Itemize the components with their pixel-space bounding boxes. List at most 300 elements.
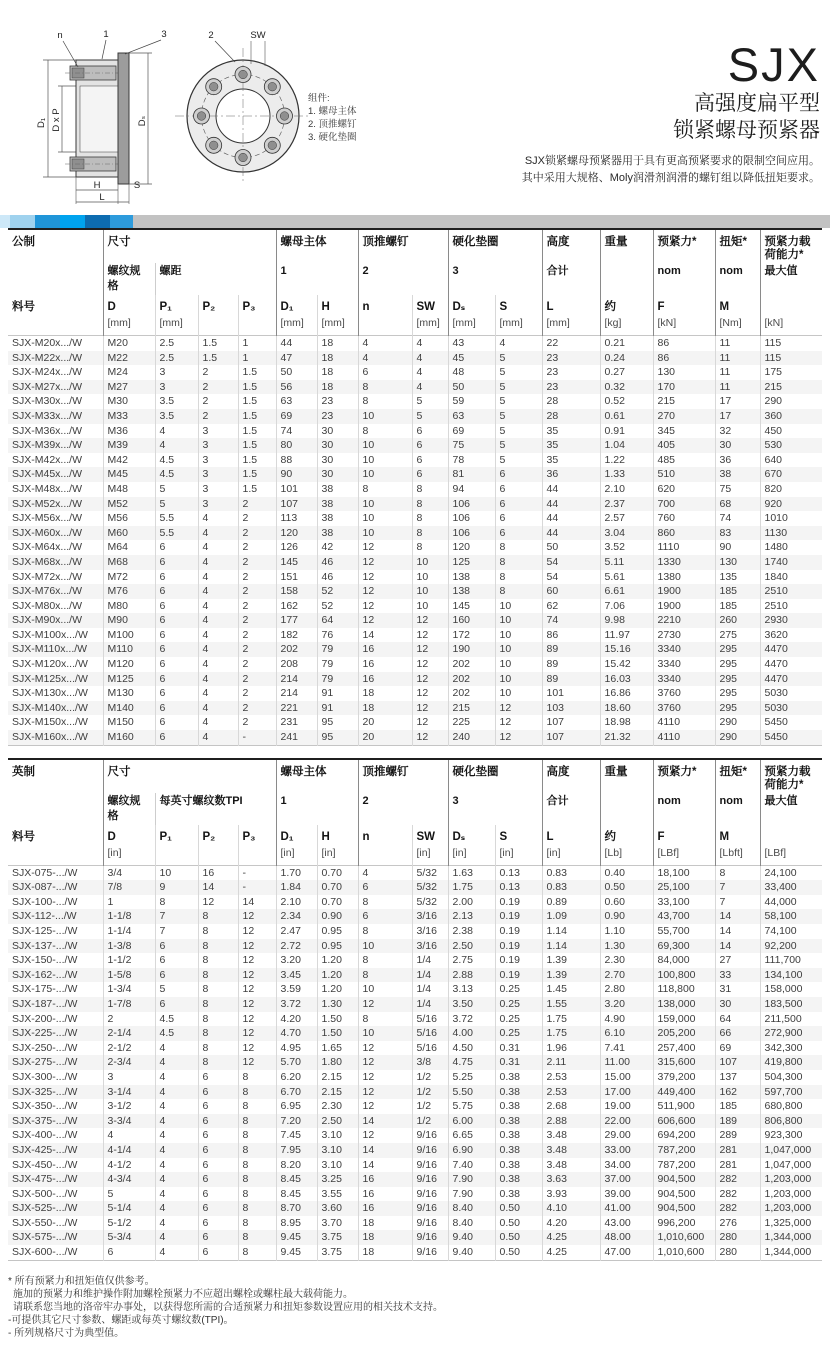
value-cell: 4.20 (276, 1012, 317, 1027)
column-header: D (103, 295, 155, 316)
value-cell: 215 (760, 380, 822, 395)
value-cell: 16 (198, 865, 238, 880)
value-cell: M110 (103, 642, 155, 657)
value-cell: 787,200 (653, 1143, 715, 1158)
value-cell: 6 (155, 599, 198, 614)
value-cell: 1.33 (600, 467, 653, 482)
value-cell: 1.20 (317, 982, 358, 997)
footnote-line: -可提供其它尺寸参数、螺距或每英寸螺纹数(TPI)。 (8, 1314, 234, 1326)
unit-label: [LBf] (760, 846, 822, 866)
value-cell: 8.45 (276, 1172, 317, 1187)
value-cell: 5-1/2 (103, 1216, 155, 1231)
value-cell: 214 (276, 686, 317, 701)
legend-title: 组件: (308, 93, 330, 104)
value-cell: 9.98 (600, 613, 653, 628)
value-cell: 8 (238, 1143, 276, 1158)
part-number-cell: SJX-325-.../W (12, 1085, 78, 1098)
metric-table-container (8, 228, 822, 746)
value-cell: 11 (715, 365, 760, 380)
value-cell: 39.00 (600, 1187, 653, 1202)
value-cell: 1/2 (412, 1085, 448, 1100)
value-cell: 4 (155, 1128, 198, 1143)
value-cell: 12 (358, 1070, 412, 1085)
legend-item: 1. 螺母主体 (308, 106, 357, 117)
value-cell: 11 (715, 380, 760, 395)
value-cell: 4470 (760, 672, 822, 687)
value-cell: 4 (198, 584, 238, 599)
value-cell: 1.5 (238, 409, 276, 424)
value-cell: 3760 (653, 701, 715, 716)
value-cell: 4 (198, 715, 238, 730)
value-cell: 6 (198, 1172, 238, 1187)
value-cell: 289 (715, 1128, 760, 1143)
value-cell: 1,047,000 (760, 1158, 822, 1173)
value-cell: 4 (155, 1216, 198, 1231)
value-cell: 12 (238, 953, 276, 968)
table-row (8, 909, 822, 924)
table-row (8, 672, 822, 687)
value-cell: 8.70 (276, 1201, 317, 1216)
value-cell: 1,344,000 (760, 1245, 822, 1260)
value-cell: M72 (103, 570, 155, 585)
value-cell: 1.5 (238, 365, 276, 380)
value-cell: - (238, 730, 276, 745)
value-cell: 202 (448, 686, 495, 701)
value-cell: 3/16 (412, 939, 448, 954)
column-group-header: nom (715, 263, 760, 295)
value-cell: 5 (412, 409, 448, 424)
value-cell: 10 (358, 982, 412, 997)
value-cell: 8 (155, 895, 198, 910)
part-number-cell: SJX-M150x.../W (12, 716, 88, 729)
column-header: P₂ (198, 295, 238, 316)
value-cell: 43.00 (600, 1216, 653, 1231)
column-group-header: 3 (448, 793, 542, 825)
value-cell: 9.40 (448, 1245, 495, 1260)
value-cell: 89 (542, 672, 600, 687)
value-cell: 2.47 (276, 924, 317, 939)
value-cell: 20 (358, 715, 412, 730)
dim-label-s: S (133, 180, 141, 191)
value-cell: 5/32 (412, 880, 448, 895)
value-cell: 28 (542, 409, 600, 424)
unit-label: [LBf] (653, 846, 715, 866)
value-cell: 3 (198, 497, 238, 512)
value-cell: 2 (238, 584, 276, 599)
value-cell: 4 (412, 351, 448, 366)
table-row (8, 953, 822, 968)
value-cell: 202 (448, 657, 495, 672)
value-cell: 1.75 (448, 880, 495, 895)
value-cell: 2.30 (600, 953, 653, 968)
value-cell: 35 (542, 453, 600, 468)
value-cell: 419,800 (760, 1055, 822, 1070)
value-cell: 597,700 (760, 1085, 822, 1100)
value-cell: 36 (542, 467, 600, 482)
value-cell: 74,100 (760, 924, 822, 939)
column-group-header: 高度 (542, 229, 600, 263)
value-cell: 3 (155, 365, 198, 380)
value-cell: 4 (198, 555, 238, 570)
spec-tables (8, 228, 822, 1340)
column-group-header: 螺距 (155, 263, 276, 295)
value-cell: 4 (198, 540, 238, 555)
legend-item: 3. 硬化垫圈 (308, 132, 357, 143)
value-cell: 0.91 (600, 424, 653, 439)
value-cell: 5 (155, 982, 198, 997)
dim-label-dxp: D x P (51, 108, 62, 132)
column-header: D₁ (276, 825, 317, 846)
value-cell: 11.00 (600, 1055, 653, 1070)
value-cell: 10 (358, 497, 412, 512)
value-cell: 0.19 (495, 953, 542, 968)
value-cell: 64 (317, 613, 358, 628)
value-cell: M33 (103, 409, 155, 424)
value-cell: 6 (155, 701, 198, 716)
value-cell: 282 (715, 1172, 760, 1187)
value-cell: M45 (103, 467, 155, 482)
column-header: n (358, 825, 412, 846)
table-row (8, 895, 822, 910)
value-cell: 50 (276, 365, 317, 380)
value-cell: 4.50 (448, 1041, 495, 1056)
value-cell: 8 (358, 895, 412, 910)
value-cell: 996,200 (653, 1216, 715, 1231)
value-cell: 42 (317, 540, 358, 555)
value-cell: 4470 (760, 642, 822, 657)
part-number-cell: SJX-M72x.../W (12, 570, 83, 583)
value-cell: 1,010,600 (653, 1230, 715, 1245)
part-number-cell: SJX-M42x.../W (12, 453, 83, 466)
column-header: S (495, 295, 542, 316)
unit-label: [mm] (542, 316, 600, 336)
value-cell: M22 (103, 351, 155, 366)
value-cell: 95 (317, 715, 358, 730)
unit-label: [mm] (103, 316, 155, 336)
value-cell: 4 (198, 686, 238, 701)
value-cell: M64 (103, 540, 155, 555)
table-row (8, 939, 822, 954)
value-cell: 1.5 (198, 336, 238, 351)
dim-label-ds: Dₛ (137, 115, 148, 127)
value-cell: 37.00 (600, 1172, 653, 1187)
value-cell: 12 (412, 613, 448, 628)
column-header: M (715, 295, 760, 316)
value-cell: 1.5 (238, 482, 276, 497)
value-cell: 130 (715, 555, 760, 570)
value-cell: 0.38 (495, 1114, 542, 1129)
value-cell: 12 (238, 939, 276, 954)
value-cell: 126 (276, 540, 317, 555)
value-cell: 44 (276, 336, 317, 351)
value-cell: 6 (155, 997, 198, 1012)
value-cell: 2.15 (317, 1070, 358, 1085)
value-cell: 115 (760, 351, 822, 366)
column-header: S (495, 825, 542, 846)
value-cell: 12 (198, 895, 238, 910)
value-cell: 23 (317, 409, 358, 424)
value-cell: 175 (760, 365, 822, 380)
value-cell: 295 (715, 672, 760, 687)
value-cell: 379,200 (653, 1070, 715, 1085)
value-cell: 86 (542, 628, 600, 643)
part-number-cell: SJX-M125x.../W (12, 672, 88, 685)
value-cell: 295 (715, 686, 760, 701)
value-cell: 1.5 (238, 438, 276, 453)
table-row (8, 1085, 822, 1100)
value-cell: 7.45 (276, 1128, 317, 1143)
value-cell: 6 (495, 467, 542, 482)
value-cell: 3 (198, 482, 238, 497)
value-cell: 0.19 (495, 895, 542, 910)
footnote-line: * 所有预紧力和扭矩值仅供参考。 (8, 1275, 155, 1287)
value-cell: 9 (155, 880, 198, 895)
value-cell: 92,200 (760, 939, 822, 954)
value-cell: 4 (198, 701, 238, 716)
value-cell: 606,600 (653, 1114, 715, 1129)
part-number-cell: SJX-M76x.../W (12, 585, 83, 598)
value-cell: M160 (103, 730, 155, 745)
table-row (8, 1114, 822, 1129)
value-cell: 10 (358, 1026, 412, 1041)
product-series-title: SJX (727, 38, 820, 91)
imperial-table-container (8, 758, 822, 1261)
value-cell: 106 (448, 511, 495, 526)
value-cell: 6 (198, 1245, 238, 1260)
unit-label: [mm] (448, 316, 495, 336)
value-cell: 8 (412, 497, 448, 512)
value-cell: 3.5 (155, 394, 198, 409)
value-cell: M140 (103, 701, 155, 716)
value-cell: 32 (715, 424, 760, 439)
value-cell: 5.70 (276, 1055, 317, 1070)
value-cell: 1 (238, 336, 276, 351)
part-number-cell: SJX-162-.../W (12, 968, 78, 981)
value-cell: 48 (448, 365, 495, 380)
value-cell: 0.61 (600, 409, 653, 424)
value-cell: 9/16 (412, 1216, 448, 1231)
value-cell: 19.00 (600, 1099, 653, 1114)
value-cell: 5.11 (600, 555, 653, 570)
value-cell: 2 (238, 642, 276, 657)
value-cell: 5 (495, 365, 542, 380)
value-cell: 3 (103, 1070, 155, 1085)
value-cell: 18 (358, 1216, 412, 1231)
table-row (8, 686, 822, 701)
value-cell: 3340 (653, 672, 715, 687)
unit-label (8, 316, 103, 336)
column-header: P₃ (238, 825, 276, 846)
value-cell: 30 (715, 438, 760, 453)
table-row (8, 380, 822, 395)
unit-label: [in] (317, 846, 358, 866)
value-cell: 8 (198, 1055, 238, 1070)
value-cell: 6 (155, 555, 198, 570)
value-cell: 6 (198, 1187, 238, 1202)
column-group-header: 顶推螺钉 (358, 759, 448, 793)
value-cell: 1/4 (412, 953, 448, 968)
unit-label: [in] (495, 846, 542, 866)
column-group-header: 扭矩* (715, 759, 760, 793)
column-group-header: 硬化垫圈 (448, 759, 542, 793)
value-cell: 1-1/4 (103, 924, 155, 939)
value-cell: 7 (715, 895, 760, 910)
value-cell: 134,100 (760, 968, 822, 983)
value-cell: 11.97 (600, 628, 653, 643)
value-cell: 1-5/8 (103, 968, 155, 983)
value-cell: 63 (448, 409, 495, 424)
value-cell: 3-1/2 (103, 1099, 155, 1114)
value-cell: 12 (238, 997, 276, 1012)
value-cell: 214 (276, 672, 317, 687)
callout-3: 3 (161, 29, 167, 40)
value-cell: 3/8 (412, 1055, 448, 1070)
value-cell: 2 (238, 628, 276, 643)
unit-label (358, 316, 412, 336)
value-cell: M68 (103, 555, 155, 570)
value-cell: 8.40 (448, 1201, 495, 1216)
value-cell: 3 (198, 467, 238, 482)
column-group-header: 尺寸 (103, 229, 276, 263)
value-cell: 162 (276, 599, 317, 614)
value-cell: 30 (317, 438, 358, 453)
value-cell: 205,200 (653, 1026, 715, 1041)
value-cell: 202 (448, 672, 495, 687)
part-number-cell: SJX-M33x.../W (12, 409, 83, 422)
value-cell: 28 (542, 394, 600, 409)
value-cell: 225 (448, 715, 495, 730)
part-number-cell: SJX-450-.../W (12, 1158, 78, 1171)
part-number-cell: SJX-087-.../W (12, 881, 78, 894)
value-cell: 221 (276, 701, 317, 716)
table-row (8, 1187, 822, 1202)
value-cell: 0.21 (600, 336, 653, 351)
value-cell: 1.5 (238, 467, 276, 482)
value-cell: 4 (495, 336, 542, 351)
unit-label (198, 316, 238, 336)
value-cell: 8 (238, 1085, 276, 1100)
value-cell: 185 (715, 1099, 760, 1114)
legend-item: 2. 顶推螺钉 (308, 119, 357, 130)
value-cell: 113 (276, 511, 317, 526)
value-cell: 2.10 (600, 482, 653, 497)
value-cell: 91 (317, 701, 358, 716)
value-cell: 138 (448, 584, 495, 599)
value-cell: 23 (317, 394, 358, 409)
value-cell: 5 (495, 380, 542, 395)
value-cell: 1,344,000 (760, 1230, 822, 1245)
value-cell: 91 (317, 686, 358, 701)
value-cell: 74 (715, 511, 760, 526)
value-cell: 55,700 (653, 924, 715, 939)
value-cell: 5 (412, 394, 448, 409)
value-cell: 8 (238, 1245, 276, 1260)
table-row (8, 628, 822, 643)
value-cell: 0.95 (317, 939, 358, 954)
value-cell: 1.5 (238, 424, 276, 439)
value-cell: 2.10 (276, 895, 317, 910)
value-cell: 8 (198, 924, 238, 939)
value-cell: 6 (103, 1245, 155, 1260)
value-cell: 3.48 (542, 1128, 600, 1143)
value-cell: 8.40 (448, 1216, 495, 1231)
column-group-header: 最大值 (760, 793, 822, 825)
value-cell: 6 (155, 657, 198, 672)
value-cell: 4.95 (276, 1041, 317, 1056)
value-cell: 280 (715, 1230, 760, 1245)
value-cell: 342,300 (760, 1041, 822, 1056)
part-number-cell: SJX-M60x.../W (12, 526, 83, 539)
value-cell: 7 (715, 880, 760, 895)
table-row (8, 584, 822, 599)
value-cell: 46 (317, 570, 358, 585)
value-cell: 202 (276, 642, 317, 657)
value-cell: 107 (542, 715, 600, 730)
part-number-cell: SJX-137-.../W (12, 939, 78, 952)
value-cell: 0.31 (495, 1055, 542, 1070)
value-cell: 9/16 (412, 1158, 448, 1173)
table-row (8, 438, 822, 453)
value-cell: 4 (155, 1187, 198, 1202)
value-cell: 5/16 (412, 1041, 448, 1056)
value-cell: 1.20 (317, 968, 358, 983)
part-number-cell: SJX-275-.../W (12, 1056, 78, 1069)
table-row (8, 555, 822, 570)
value-cell: 3.59 (276, 982, 317, 997)
value-cell: 12 (412, 701, 448, 716)
value-cell: 107 (715, 1055, 760, 1070)
value-cell: 6 (155, 570, 198, 585)
value-cell: 215 (653, 394, 715, 409)
value-cell: 1,203,000 (760, 1201, 822, 1216)
value-cell: 46 (317, 555, 358, 570)
part-number-cell: SJX-M27x.../W (12, 380, 83, 393)
value-cell: 78 (448, 453, 495, 468)
value-cell: 18 (358, 1245, 412, 1260)
value-cell: 511,900 (653, 1099, 715, 1114)
value-cell: 95 (317, 730, 358, 745)
value-cell: 0.83 (542, 865, 600, 880)
value-cell: 1.80 (317, 1055, 358, 1070)
value-cell: 8 (238, 1216, 276, 1231)
value-cell: 159,000 (653, 1012, 715, 1027)
value-cell: 189 (715, 1114, 760, 1129)
value-cell: 4 (155, 424, 198, 439)
value-cell: 6 (155, 686, 198, 701)
value-cell: 69 (276, 409, 317, 424)
value-cell: 22.00 (600, 1114, 653, 1129)
unit-label (198, 846, 238, 866)
value-cell: 6 (155, 613, 198, 628)
value-cell: 4.25 (542, 1245, 600, 1260)
table-row (8, 1070, 822, 1085)
dim-label-h: H (93, 180, 101, 191)
value-cell: 0.25 (495, 1026, 542, 1041)
value-cell: 12 (238, 1055, 276, 1070)
value-cell: 2.88 (542, 1114, 600, 1129)
part-number-cell: SJX-100-.../W (12, 895, 78, 908)
value-cell: 4 (198, 730, 238, 745)
value-cell: 12 (238, 1041, 276, 1056)
value-cell: 118,800 (653, 982, 715, 997)
value-cell: 360 (760, 409, 822, 424)
value-cell: 6.61 (600, 584, 653, 599)
value-cell: 4.5 (155, 453, 198, 468)
dim-label-sw: SW (250, 30, 266, 41)
value-cell: 5 (495, 394, 542, 409)
value-cell: 8 (495, 540, 542, 555)
value-cell: 8 (238, 1201, 276, 1216)
